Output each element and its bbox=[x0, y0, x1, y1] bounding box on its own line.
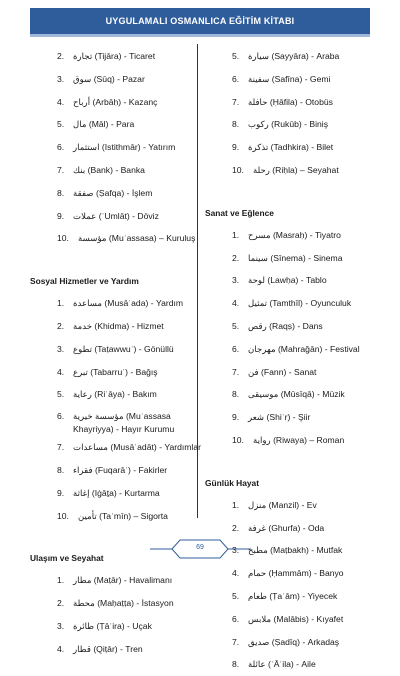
item-text: مسرح (Masraḥ) - Tiyatro bbox=[248, 229, 341, 240]
list-item bbox=[205, 338, 375, 361]
left-column bbox=[30, 45, 200, 661]
list-item bbox=[205, 247, 375, 270]
item-number: 2. bbox=[232, 522, 240, 533]
list-item bbox=[205, 136, 375, 159]
item-number: 1. bbox=[57, 575, 65, 586]
item-number: 4. bbox=[57, 643, 65, 654]
list-item bbox=[30, 136, 200, 159]
item-text: رقص (Raqṣ) - Dans bbox=[248, 320, 323, 331]
item-number: 3. bbox=[232, 275, 240, 286]
spacer bbox=[205, 452, 375, 462]
item-number: 1. bbox=[232, 229, 240, 240]
item-text: مساعدة (Musāʿada) - Yardım bbox=[73, 298, 184, 309]
item-text: عائلة (ʿĀʾila) - Aile bbox=[248, 659, 316, 670]
item-number: 8. bbox=[57, 464, 65, 475]
item-text: مساعدات (Musāʿadāt) - Yardımlar bbox=[73, 442, 201, 453]
item-number: 2. bbox=[57, 320, 65, 331]
list-item bbox=[205, 45, 375, 68]
item-number: 7. bbox=[232, 636, 240, 647]
item-text: حافلة (Ḥāfila) - Otobüs bbox=[248, 96, 333, 107]
item-number: 7. bbox=[232, 96, 240, 107]
item-text: تمثيل (Tamthīl) - Oyunculuk bbox=[248, 298, 352, 309]
list-item bbox=[30, 638, 200, 661]
item-number: 1. bbox=[232, 499, 240, 510]
list-item bbox=[30, 361, 200, 384]
item-text: تطوع (Taṭawwuʿ) - Gönüllü bbox=[73, 343, 174, 354]
item-text: إغاثة (Iġāṯa) - Kurtarma bbox=[73, 487, 160, 498]
item-number: 5. bbox=[232, 320, 240, 331]
item-number: 10. bbox=[57, 233, 69, 244]
item-text: منزل (Manzil) - Ev bbox=[248, 499, 317, 510]
list-item bbox=[30, 505, 200, 528]
item-text: محطة (Maḥaṭṭa) - İstasyon bbox=[73, 598, 174, 609]
item-number: 6. bbox=[232, 73, 240, 84]
header-ribbon bbox=[30, 34, 370, 37]
item-text: طائرة (Ṭāʾira) - Uçak bbox=[73, 620, 152, 631]
item-number: 9. bbox=[57, 210, 65, 221]
list-item bbox=[30, 91, 200, 114]
item-text: سيارة (Sayyāra) - Araba bbox=[248, 51, 340, 61]
list-item bbox=[30, 459, 200, 482]
section-title: Sanat ve Eğlence bbox=[205, 207, 274, 218]
item-text: تجارة (Tijāra) - Ticaret bbox=[73, 51, 156, 61]
item-number: 1. bbox=[57, 298, 65, 309]
book-title: UYGULAMALI OSMANLICA EĞİTİM KİTABI bbox=[105, 16, 295, 26]
item-text: سوق (Sūq) - Pazar bbox=[73, 73, 145, 84]
item-text: فن (Fann) - Sanat bbox=[248, 366, 317, 377]
item-text: مال (Māl) - Para bbox=[73, 119, 135, 130]
item-number: 9. bbox=[57, 487, 65, 498]
right-column bbox=[205, 45, 375, 676]
item-text: شعر (Shiʿr) - Şiir bbox=[248, 412, 311, 423]
item-text: ملابس (Malābis) - Kıyafet bbox=[248, 613, 344, 624]
list-item bbox=[205, 315, 375, 338]
item-text: صديق (Ṣadīq) - Arkadaş bbox=[248, 636, 340, 647]
list-item bbox=[30, 436, 200, 459]
list-item bbox=[30, 113, 200, 136]
item-text: لوحة (Lawḥa) - Tablo bbox=[248, 275, 327, 286]
item-text: غرفة (Ghurfa) - Oda bbox=[248, 522, 325, 533]
item-number: 4. bbox=[57, 96, 65, 107]
list-item bbox=[205, 494, 375, 517]
item-text: صفقة (Ṣafqa) - İşlem bbox=[73, 187, 153, 198]
item-text: رواية (Riwaya) – Roman bbox=[253, 434, 345, 445]
item-number: 6. bbox=[57, 411, 65, 422]
item-text: ركوب (Rukūb) - Biniş bbox=[248, 119, 328, 130]
list-item bbox=[30, 569, 200, 592]
item-text: طعام (Ṭaʿām) - Yiyecek bbox=[248, 590, 338, 601]
section-title: Sosyal Hizmetler ve Yardım bbox=[30, 276, 139, 287]
item-number: 8. bbox=[232, 659, 240, 670]
list-item bbox=[30, 159, 200, 182]
list-item bbox=[205, 631, 375, 654]
item-text: حمام (Ḥammām) - Banyo bbox=[248, 568, 344, 579]
list-item bbox=[205, 429, 375, 452]
list-item bbox=[205, 292, 375, 315]
item-text: تذكرة (Tadhkira) - Bilet bbox=[248, 142, 334, 153]
item-text: رحلة (Riḥla) – Seyahat bbox=[253, 164, 339, 175]
item-number: 5. bbox=[232, 590, 240, 601]
item-text: خدمة (Khidma) - Hizmet bbox=[73, 320, 164, 331]
list-item bbox=[30, 383, 200, 406]
item-number: 7. bbox=[232, 366, 240, 377]
list-item bbox=[205, 585, 375, 608]
item-text: سينما (Sīnema) - Sinema bbox=[248, 252, 343, 263]
section-title: Ulaşım ve Seyahat bbox=[30, 553, 104, 564]
list-item bbox=[30, 227, 200, 250]
item-text: أرباح (Arbāḥ) - Kazanç bbox=[73, 96, 158, 107]
item-number: 5. bbox=[57, 119, 65, 130]
item-number: 3. bbox=[232, 545, 240, 556]
list-item bbox=[205, 68, 375, 91]
item-text: بنك (Bank) - Banka bbox=[73, 164, 145, 175]
item-text: فقراء (Fuqarāʾ) - Fakirler bbox=[73, 464, 168, 475]
list-item bbox=[30, 292, 200, 315]
list-item bbox=[205, 113, 375, 136]
item-text: قطار (Qiṭār) - Tren bbox=[73, 643, 143, 654]
item-number: 4. bbox=[232, 298, 240, 309]
item-text: سفينة (Safīna) - Gemi bbox=[248, 73, 331, 84]
item-text: مطبخ (Maṭbakh) - Mutfak bbox=[248, 545, 343, 556]
item-number: 7. bbox=[57, 164, 65, 175]
item-number: 3. bbox=[57, 343, 65, 354]
item-text: مطار (Maṭār) - Havalimanı bbox=[73, 575, 173, 586]
spacer bbox=[205, 182, 375, 192]
item-number: 8. bbox=[232, 119, 240, 130]
item-text: عملات (ʿUmlāt) - Döviz bbox=[73, 210, 159, 221]
item-number: 10. bbox=[232, 434, 244, 445]
item-number: 5. bbox=[57, 389, 65, 400]
list-item bbox=[205, 224, 375, 247]
item-number: 2. bbox=[232, 252, 240, 263]
list-item bbox=[30, 68, 200, 91]
item-text: موسيقى (Mūsīqā) - Müzik bbox=[248, 389, 345, 400]
list-item bbox=[205, 562, 375, 585]
item-number: 10. bbox=[57, 510, 69, 521]
item-text: تأمين (Taʾmīn) – Sigorta bbox=[78, 510, 168, 521]
item-number: 4. bbox=[57, 366, 65, 377]
item-number: 8. bbox=[232, 389, 240, 400]
section-title: Günlük Hayat bbox=[205, 477, 259, 488]
item-number: 10. bbox=[232, 164, 244, 175]
item-number: 2. bbox=[57, 598, 65, 609]
item-number: 9. bbox=[232, 142, 240, 153]
list-item bbox=[30, 182, 200, 205]
item-number: 7. bbox=[57, 442, 65, 453]
item-text: رعاية (Riʿāya) - Bakım bbox=[73, 389, 157, 400]
item-text: مؤسسة خيرية (Muʾassasa Khayriyya) - Hayır Kurumu bbox=[73, 411, 175, 435]
list-item bbox=[30, 205, 200, 228]
item-number: 2. bbox=[57, 51, 65, 61]
list-item bbox=[205, 361, 375, 384]
spacer bbox=[30, 250, 200, 260]
list-item bbox=[205, 653, 375, 676]
item-number: 4. bbox=[232, 568, 240, 579]
list-item bbox=[30, 315, 200, 338]
item-number: 6. bbox=[232, 343, 240, 354]
list-item bbox=[205, 159, 375, 182]
list-item bbox=[30, 338, 200, 361]
list-item bbox=[30, 592, 200, 615]
list-item bbox=[205, 91, 375, 114]
item-text: مهرجان (Mahraǧān) - Festival bbox=[248, 343, 360, 354]
list-item bbox=[205, 608, 375, 631]
list-item bbox=[30, 45, 200, 68]
item-number: 6. bbox=[232, 613, 240, 624]
list-item bbox=[30, 406, 200, 436]
item-number: 3. bbox=[57, 620, 65, 631]
list-item bbox=[30, 482, 200, 505]
list-item bbox=[205, 269, 375, 292]
book-title-banner bbox=[30, 8, 370, 34]
list-item bbox=[205, 406, 375, 429]
item-number: 9. bbox=[232, 412, 240, 423]
item-number: 5. bbox=[232, 51, 240, 61]
item-text: استثمار (Istithmār) - Yatırım bbox=[73, 142, 176, 153]
page-number: 69 bbox=[196, 544, 204, 551]
item-number: 8. bbox=[57, 187, 65, 198]
item-number: 3. bbox=[57, 73, 65, 84]
item-number: 6. bbox=[57, 142, 65, 153]
list-item bbox=[205, 383, 375, 406]
item-text: تبرع (Tabarruʿ) - Bağış bbox=[73, 366, 158, 377]
item-text: مؤسسة (Muʾassasa) – Kuruluş bbox=[78, 233, 196, 244]
list-item bbox=[30, 615, 200, 638]
page-footer bbox=[150, 536, 250, 562]
